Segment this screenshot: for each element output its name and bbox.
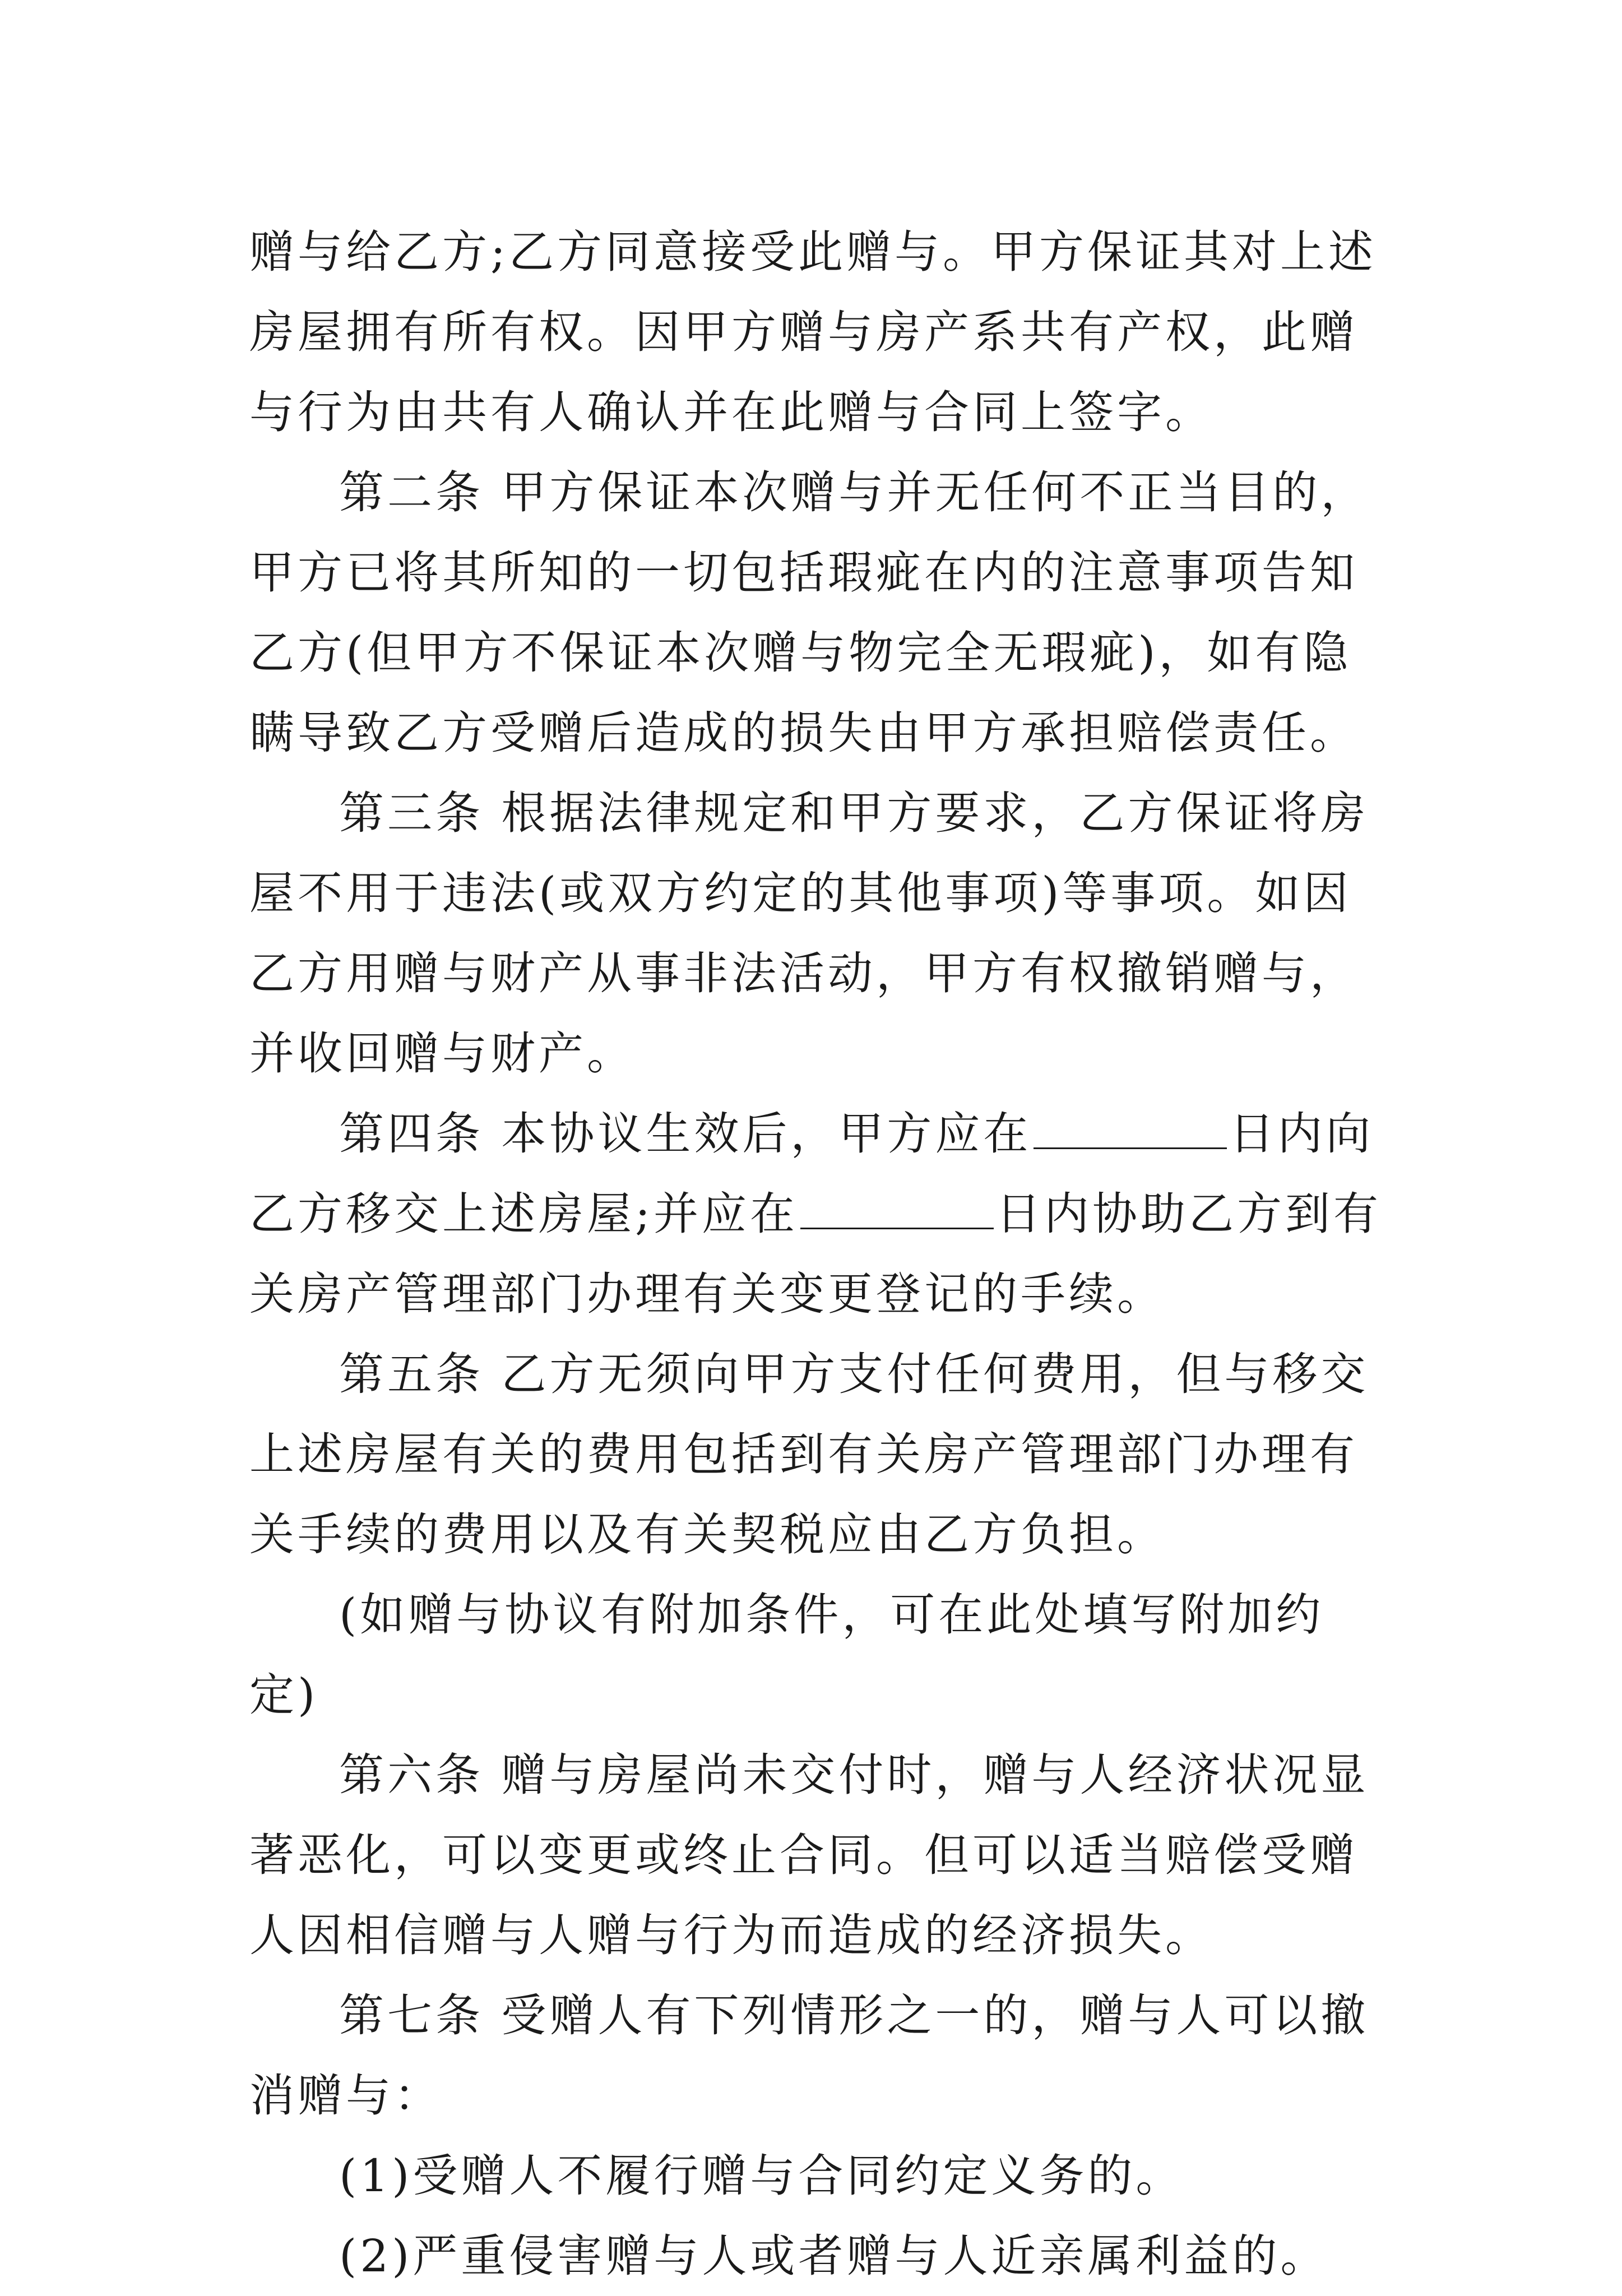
document-body: [249, 212, 1387, 2296]
paragraph-item-2: (2)严重侵害赠与人或者赠与人近亲属利益的。: [339, 2230, 1329, 2282]
paragraph-article-5: 第五条 乙方无须向甲方支付任何费用，但与移交上述房屋有关的费用包括到有关房产管理部门办理有关手续的费用以及有关契税应由乙方负担。: [249, 1348, 1369, 1561]
article-4-part-a: 第四条 本协议生效后，甲方应在: [339, 1108, 1032, 1160]
paragraph-article-3: 第三条 根据法律规定和甲方要求，乙方保证将房屋不用于违法(或双方约定的其他事项)等事项。如因乙方用赠与财产从事非法活动，甲方有权撤销赠与，并收回赠与财产。: [249, 787, 1369, 1080]
article-4-part-b: 日内向乙方移交上述房屋;并应在: [249, 1108, 1374, 1240]
article-4-part-c: 日内协助乙方到有关房产管理部门办理有关变更登记的手续。: [249, 1188, 1382, 1320]
blank-days-field-1[interactable]: [1034, 1112, 1227, 1149]
paragraph-article-7: 第七条 受赠人有下列情形之一的，赠与人可以撤消赠与：: [249, 1989, 1369, 2122]
paragraph-article-2: 第二条 甲方保证本次赠与并无任何不正当目的，甲方已将其所知的一切包括瑕疵在内的注意事项告知乙方(但甲方不保证本次赠与物完全无瑕疵)，如有隐瞒导致乙方受赠后造成的损失由甲方承担赔偿责任。: [249, 466, 1369, 759]
paragraph-additional-note: (如赠与协议有附加条件，可在此处填写附加约定): [249, 1589, 1324, 1721]
paragraph-item-1: (1)受赠人不履行赠与合同约定义务的。: [339, 2150, 1184, 2202]
blank-days-field-2[interactable]: [800, 1192, 994, 1229]
paragraph-article-4: [249, 1094, 1387, 1334]
paragraph-gift-statement: 赠与给乙方;乙方同意接受此赠与。甲方保证其对上述房屋拥有所有权。因甲方赠与房产系共有产权，此赠与行为由共有人确认并在此赠与合同上签字。: [249, 226, 1377, 438]
paragraph-article-6: 第六条 赠与房屋尚未交付时，赠与人经济状况显著恶化，可以变更或终止合同。但可以适当赔偿受赠人因相信赠与人赠与行为而造成的经济损失。: [249, 1749, 1369, 1961]
